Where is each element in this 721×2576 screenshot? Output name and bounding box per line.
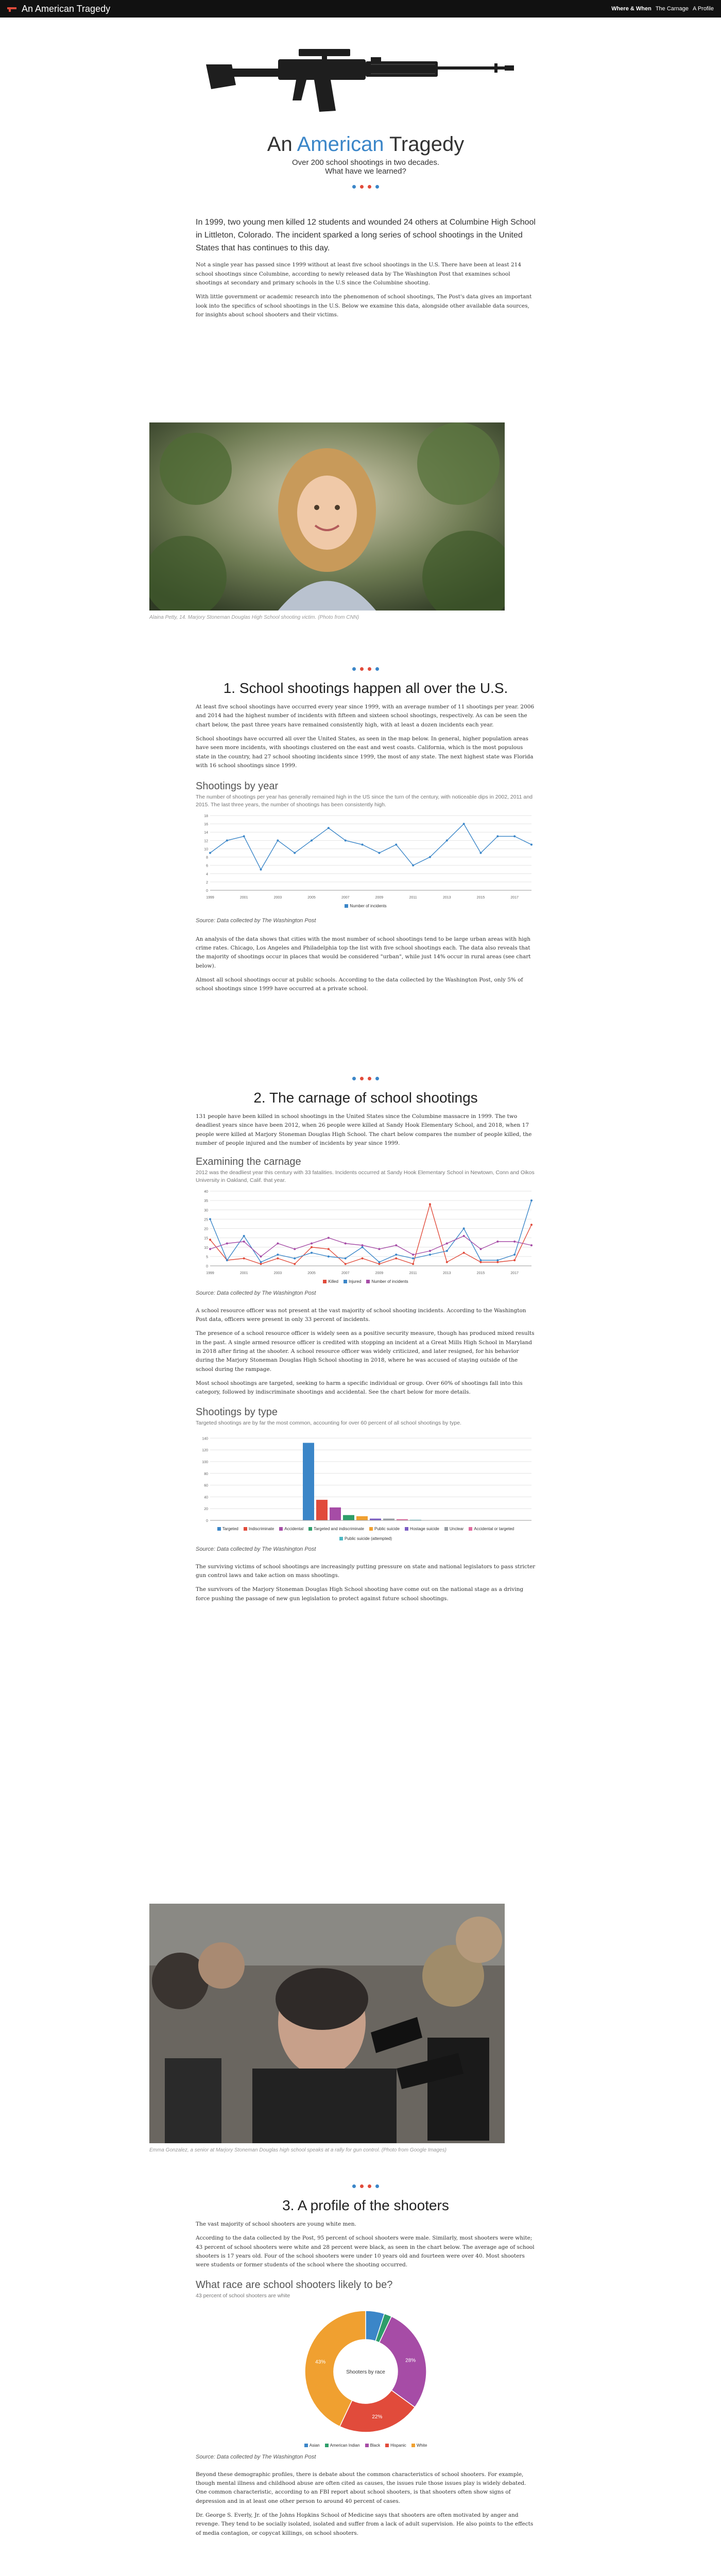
- data-point: [395, 1253, 397, 1256]
- data-point: [209, 1239, 211, 1241]
- section-3-paragraph: Beyond these demographic profiles, there is debate about the common characteristics of school shooters. For example, though mental illness and childhood abuse are often cited as causes, the issues rule those issues play is widely debated. One common characteristic, according to an FBI report about school shooters, is that shooters often show signs of depression and in at least one other person to around 40 percent of cases.: [196, 2471, 526, 2504]
- data-point: [463, 823, 465, 825]
- section-divider: [196, 185, 536, 189]
- x-tick-label: 2005: [307, 895, 316, 900]
- y-tick-label: 0: [206, 889, 208, 893]
- bar-targeted-and-indiscriminate: [343, 1515, 354, 1520]
- data-point: [294, 1248, 296, 1250]
- section-1-title: 1. School shootings happen all over the U.S.: [223, 680, 508, 696]
- rally-photo: [149, 1904, 505, 2143]
- section-3-paragraph: According to the data collected by the Post, 95 percent of school shooters were male. Similarly, most shooters were white; 43 percent of school shooters were white and 28 percent were black, as seen in the chart below. The average age of school shooters is 17 years old. Four of the school shooters were under 10 years old and fourteen were over 40. Most shooters were students or former students of the school where the shooting occurred.: [196, 2235, 535, 2268]
- data-point: [328, 1236, 330, 1239]
- data-point: [362, 843, 364, 845]
- data-point: [277, 1242, 279, 1244]
- chart-subtitle: Targeted shootings are by far the most common, accounting for over 60 percent of all school shootings by type.: [196, 1419, 461, 1426]
- data-point: [209, 1218, 211, 1220]
- data-point: [260, 1261, 262, 1263]
- y-tick-label: 25: [204, 1218, 208, 1222]
- y-tick-label: 30: [204, 1208, 208, 1212]
- data-point: [311, 1242, 313, 1244]
- data-point: [429, 856, 431, 858]
- data-point: [496, 1241, 499, 1243]
- data-point: [209, 1248, 211, 1250]
- section-1-paragraph: At least five school shootings have occurred every year since 1999, with an average number of 11 shootings per year. 2006 and 2014 had the highest number of incidents with fifteen and sixteen school shootings, respectively. As can be seen the chart below, the past three years have remained consistently high, with at least a dozen incidents each year.: [196, 704, 535, 728]
- chart-title: Examining the carnage: [196, 1156, 301, 1168]
- data-point: [345, 839, 347, 841]
- y-tick-label: 35: [204, 1199, 208, 1203]
- data-point: [412, 864, 414, 866]
- nav-a-profile[interactable]: A Profile: [693, 6, 714, 12]
- photo-caption: Alaina Petty, 14. Marjory Stoneman Douglas High School shooting victim. (Photo from CNN): [149, 615, 359, 620]
- data-point: [226, 1259, 228, 1261]
- data-point: [328, 1256, 330, 1258]
- data-point: [209, 852, 211, 854]
- y-tick-label: 18: [204, 814, 208, 818]
- x-tick-label: 1999: [206, 895, 214, 900]
- data-point: [328, 1248, 330, 1250]
- chart-subtitle: 2012 was the deadliest year this century with 33 fatalities. Incidents occurred at Sandy Hook Elementary School in Newtown, Conn and Oikos University in Oakland, Calif. that year.: [196, 1170, 535, 1184]
- multi-line-chart[interactable]: [196, 1187, 536, 1277]
- hero-subtitle-1: Over 200 school shootings in two decades.: [291, 158, 439, 167]
- data-point: [294, 1257, 296, 1259]
- chart-source: Source: Data collected by The Washington Post: [196, 917, 316, 924]
- section-divider: [196, 1077, 536, 1080]
- y-tick-label: 80: [204, 1472, 208, 1476]
- x-tick-label: 2009: [375, 895, 384, 900]
- series-line-number-of-incidents: [210, 1236, 531, 1257]
- data-point: [378, 1261, 380, 1263]
- hero-subtitle-2: What have we learned?: [325, 167, 406, 176]
- data-point: [226, 1242, 228, 1244]
- section-3-title: 3. A profile of the shooters: [282, 2197, 449, 2213]
- rally-photo-figure: [149, 1904, 505, 2153]
- y-tick-label: 14: [204, 831, 208, 835]
- data-point: [479, 1248, 482, 1250]
- bar-unclear: [383, 1518, 394, 1520]
- data-point: [513, 1253, 516, 1256]
- section-1-paragraph: School shootings have occurred all over the United States, as seen in the map below. In general, higher population areas have seen more incidents, with shootings clustered on the east and west coasts. California, which is the most populous state in the country, had 27 school shooting incidents since 1999, the most of any state. The next highest state was Florida with 16 school shootings since 1999.: [196, 735, 534, 769]
- data-point: [345, 1263, 347, 1265]
- section-divider: [196, 2184, 536, 2188]
- chart-source: Source: Data collected by The Washington Post: [196, 1290, 316, 1296]
- x-tick-label: 2001: [239, 895, 248, 900]
- x-tick-label: 2007: [341, 1271, 350, 1275]
- legend-item-black[interactable]: Black: [365, 2443, 381, 2448]
- x-tick-label: 2015: [476, 895, 485, 900]
- victim-photo: [149, 422, 505, 611]
- data-point: [378, 1248, 380, 1250]
- intro-section: [196, 216, 536, 325]
- y-tick-label: 2: [206, 880, 208, 885]
- slice-label: 43%: [315, 2359, 326, 2365]
- carnage-chart: [196, 1156, 536, 1283]
- chart-title: Shootings by type: [196, 1406, 278, 1418]
- race-donut-chart: [196, 2279, 536, 2448]
- main-nav: [611, 6, 714, 12]
- x-tick-label: 2003: [273, 895, 282, 900]
- data-point: [311, 1246, 313, 1248]
- data-point: [530, 1199, 533, 1201]
- data-point: [277, 1257, 279, 1259]
- donut-center-label: Shooters by race: [346, 2369, 385, 2375]
- chart-legend: [196, 1527, 536, 1541]
- data-point: [362, 1244, 364, 1246]
- x-tick-label: 2015: [476, 1271, 485, 1275]
- chart-title: What race are school shooters likely to be?: [196, 2279, 393, 2291]
- data-point: [479, 852, 482, 854]
- legend-item-white[interactable]: White: [411, 2443, 427, 2448]
- data-point: [362, 1257, 364, 1259]
- y-tick-label: 6: [206, 864, 208, 868]
- legend-item[interactable]: Hostage suicide: [405, 1527, 439, 1531]
- data-point: [513, 1259, 516, 1261]
- victim-photo-figure: [149, 422, 505, 620]
- data-point: [243, 1241, 245, 1243]
- data-point: [446, 1242, 448, 1244]
- site-brand[interactable]: [7, 4, 110, 14]
- y-tick-label: 120: [202, 1448, 208, 1452]
- y-tick-label: 10: [204, 1246, 208, 1250]
- y-tick-label: 5: [206, 1255, 208, 1259]
- legend-item[interactable]: Indiscriminate: [244, 1527, 274, 1531]
- nav-where-when[interactable]: Where & When: [611, 6, 651, 12]
- legend-item[interactable]: Unclear: [444, 1527, 464, 1531]
- data-point: [429, 1250, 431, 1252]
- x-tick-label: 2011: [409, 895, 417, 900]
- shootings-by-year-chart: [196, 781, 536, 908]
- y-tick-label: 12: [204, 839, 208, 843]
- chart-legend: [196, 1279, 536, 1284]
- data-point: [243, 1257, 245, 1259]
- data-point: [530, 1244, 533, 1246]
- series-line-number-of-incidents: [210, 824, 531, 870]
- x-tick-label: 1999: [206, 1271, 214, 1275]
- data-point: [243, 1235, 245, 1237]
- data-point: [446, 839, 448, 841]
- data-point: [513, 835, 516, 837]
- data-point: [362, 1246, 364, 1248]
- data-point: [294, 852, 296, 854]
- data-point: [463, 1251, 465, 1253]
- x-tick-label: 2011: [409, 1271, 417, 1275]
- section-3: [196, 2184, 536, 2543]
- slice-label: 22%: [372, 2414, 383, 2420]
- data-point: [446, 1261, 448, 1263]
- x-tick-label: 2001: [239, 1271, 248, 1275]
- slice-label: 28%: [405, 2358, 416, 2364]
- data-point: [277, 839, 279, 841]
- y-tick-label: 10: [204, 848, 208, 852]
- y-tick-label: 140: [202, 1437, 208, 1441]
- chart-legend: [196, 904, 536, 908]
- y-tick-label: 20: [204, 1227, 208, 1231]
- section-1-paragraph: Almost all school shootings occur at public schools. According to the data collected by the Washington Post, only 5% of school shootings since 1999 have occurred at a private school.: [196, 976, 523, 992]
- data-point: [412, 1253, 414, 1256]
- nav-the-carnage[interactable]: The Carnage: [655, 6, 689, 12]
- x-tick-label: 2013: [443, 895, 451, 900]
- intro-paragraph: With little government or academic research into the phenomenon of school shootings, The Post's data gives an important look into the specifics of school shootings in the U.S. Below we examine this data, alongside other available data sources, for insights about school shooters and their victims.: [196, 294, 532, 318]
- data-point: [496, 1259, 499, 1261]
- y-tick-label: 20: [204, 1507, 208, 1511]
- legend-item[interactable]: Number of incidents: [345, 904, 386, 908]
- data-point: [429, 1203, 431, 1205]
- logo-icon: [7, 5, 18, 12]
- data-point: [226, 839, 228, 841]
- data-point: [463, 1227, 465, 1229]
- shootings-by-type-chart: [196, 1406, 536, 1541]
- legend-item[interactable]: Targeted: [217, 1527, 238, 1531]
- x-tick-label: 2017: [510, 1271, 519, 1275]
- section-1-paragraph: An analysis of the data shows that cities with the most number of school shootings tend to be large urban areas with high crime rates. Chicago, Los Angeles and Philadelphia top the list with five school shootings each. The data also reveals that the majority of shootings occur in places that would be considered "urban", while just 14% occur in rural areas (see chart below).: [196, 936, 531, 969]
- data-point: [395, 843, 397, 845]
- section-3-paragraph: Dr. George S. Everly, Jr. of the Johns Hopkins School of Medicine says that shooters are often motivated by anger and revenge. They tend to be socially isolated, isolated and suffer from a lack of adult supervision. He also points to the effects of media contagion, or copycat killings, on school shooters.: [196, 2512, 534, 2536]
- legend-item[interactable]: Targeted and indiscriminate: [308, 1527, 364, 1531]
- photo-caption: Emma Gonzalez, a senior at Marjory Stoneman Douglas high school speaks at a rally for gun control. (Photo from Google Images): [149, 2147, 447, 2153]
- data-point: [513, 1241, 516, 1243]
- bar-chart[interactable]: [196, 1429, 536, 1524]
- section-2-paragraph: Most school shootings are targeted, seeking to harm a specific individual or group. Over 60% of shootings fall into this category, followed by indiscriminate shootings and accidental. See the chart below for more details.: [196, 1380, 523, 1396]
- legend-item-american-indian[interactable]: American Indian: [325, 2443, 360, 2448]
- data-point: [479, 1261, 482, 1263]
- section-divider: [196, 667, 536, 671]
- section-2-paragraph: A school resource officer was not present at the vast majority of school shooting incidents. According to the Washington Post data, officers were present in only 33 percent of incidents.: [196, 1307, 526, 1323]
- data-point: [530, 843, 533, 845]
- line-chart[interactable]: [196, 811, 536, 902]
- chart-legend: [196, 2443, 536, 2448]
- data-point: [311, 1251, 313, 1253]
- section-3-paragraph: The vast majority of school shooters are young white men.: [196, 2221, 356, 2227]
- x-tick-label: 2005: [307, 1271, 316, 1275]
- data-point: [378, 852, 380, 854]
- top-navigation-bar: [0, 0, 721, 18]
- chart-source: Source: Data collected by The Washington Post: [196, 1546, 316, 1552]
- legend-item-killed[interactable]: Killed: [323, 1279, 338, 1284]
- data-point: [496, 835, 499, 837]
- data-point: [479, 1259, 482, 1261]
- bar-indiscriminate: [316, 1500, 328, 1520]
- legend-item-injured[interactable]: Injured: [344, 1279, 361, 1284]
- legend-item[interactable]: Accidental or targeted: [469, 1527, 514, 1531]
- data-point: [496, 1261, 499, 1263]
- section-2-paragraph: 131 people have been killed in school shootings in the United States since the Columbine massacre in 1999. The two deadliest years since have been 2012, when 26 people were killed at Sandy Hook Elementary School, and 2018, when 17 people were killed at Marjory Stoneman Douglas High School. The chart below compares the number of people killed, the number of people injured and the number of incidents by year since 1999.: [196, 1113, 532, 1146]
- hero-title: An American Tragedy: [267, 133, 465, 156]
- intro-paragraph: Not a single year has passed since 1999 without at least five school shootings in the U.S. There have been at least 214 school shootings since Columbine, according to newly released data by The Washington Post that examines school shootings at secondary and primary schools in the U.S since the Columbine shooting.: [196, 262, 521, 286]
- section-2-paragraph: The presence of a school resource officer is widely seen as a positive security measure, though has produced mixed results in the past. A single armed resource officer is credited with stopping an incident at a Great Mills High School in Maryland in 2018 after firing at the shooter. A school resource officer was widely criticized, and later resigned, for his behavior during the Marjory Stoneman Douglas High School shooting in 2018, where he was accused of staying outside of the school during the rampage.: [196, 1330, 535, 1372]
- data-point: [395, 1244, 397, 1246]
- y-tick-label: 4: [206, 872, 208, 876]
- y-tick-label: 40: [204, 1190, 208, 1194]
- data-point: [260, 1256, 262, 1258]
- data-point: [412, 1257, 414, 1259]
- data-point: [429, 1253, 431, 1256]
- section-1: [196, 667, 536, 999]
- y-tick-label: 0: [206, 1264, 208, 1268]
- donut-chart[interactable]: [196, 2302, 536, 2441]
- bar-hostage-suicide: [370, 1518, 381, 1520]
- intro-lead: In 1999, two young men killed 12 students and wounded 24 others at Columbine High School in Littleton, Colorado. The incident sparked a long series of school shootings in the United States that has continues to this day.: [196, 218, 536, 252]
- legend-item-hispanic[interactable]: Hispanic: [385, 2443, 406, 2448]
- y-tick-label: 100: [202, 1460, 208, 1464]
- chart-subtitle: 43 percent of school shooters are white: [196, 2292, 290, 2299]
- data-point: [378, 1263, 380, 1265]
- site-title: An American Tragedy: [22, 3, 111, 14]
- data-point: [345, 1242, 347, 1244]
- chart-subtitle: The number of shootings per year has generally remained high in the US since the turn of the century, with noticeable dips in 2002, 2011 and 2015. The last three years, the number of shootings has been consistently high.: [196, 794, 533, 808]
- bar-targeted: [303, 1443, 314, 1520]
- legend-item-asian[interactable]: Asian: [304, 2443, 320, 2448]
- data-point: [277, 1253, 279, 1256]
- y-tick-label: 40: [204, 1496, 208, 1500]
- data-point: [345, 1257, 347, 1259]
- chart-source: Source: Data collected by The Washington Post: [196, 2453, 316, 2460]
- section-2-paragraph: The survivors of the Marjory Stoneman Douglas High School shooting have come out on the national stage as a driving force pushing the passage of new gun legislation to protect against future school shootings.: [196, 1586, 524, 1602]
- hero-title-accent: American: [297, 133, 384, 156]
- data-point: [412, 1263, 414, 1265]
- y-tick-label: 0: [206, 1519, 208, 1523]
- bar-accidental: [330, 1507, 341, 1520]
- chart-title: Shootings by year: [196, 781, 279, 792]
- slice-black: [379, 2316, 426, 2407]
- bar-public-suicide: [356, 1516, 368, 1520]
- x-tick-label: 2009: [375, 1271, 384, 1275]
- rifle-illustration: [196, 23, 525, 126]
- data-point: [446, 1250, 448, 1252]
- y-tick-label: 15: [204, 1236, 208, 1241]
- x-tick-label: 2003: [273, 1271, 282, 1275]
- data-point: [463, 1235, 465, 1237]
- section-2-paragraph: The surviving victims of school shootings are increasingly putting pressure on state and national legislators to pass stricter gun control laws and take action on mass shootings.: [196, 1563, 536, 1579]
- y-tick-label: 8: [206, 856, 208, 860]
- legend-item[interactable]: Public suicide (attempted): [339, 1536, 392, 1541]
- legend-item[interactable]: Public suicide: [369, 1527, 400, 1531]
- section-2-title: 2. The carnage of school shootings: [253, 1090, 478, 1106]
- data-point: [243, 835, 245, 837]
- y-tick-label: 60: [204, 1484, 208, 1488]
- hero-header: [196, 133, 536, 198]
- x-tick-label: 2007: [341, 895, 350, 900]
- x-tick-label: 2017: [510, 895, 519, 900]
- legend-item-incidents[interactable]: Number of incidents: [366, 1279, 408, 1284]
- data-point: [294, 1263, 296, 1265]
- legend-item[interactable]: Accidental: [279, 1527, 303, 1531]
- data-point: [260, 868, 262, 870]
- data-point: [530, 1224, 533, 1226]
- data-point: [311, 839, 313, 841]
- y-tick-label: 16: [204, 822, 208, 826]
- section-2: [196, 1077, 536, 1608]
- data-point: [260, 1263, 262, 1265]
- data-point: [395, 1257, 397, 1259]
- x-tick-label: 2013: [443, 1271, 451, 1275]
- data-point: [328, 827, 330, 829]
